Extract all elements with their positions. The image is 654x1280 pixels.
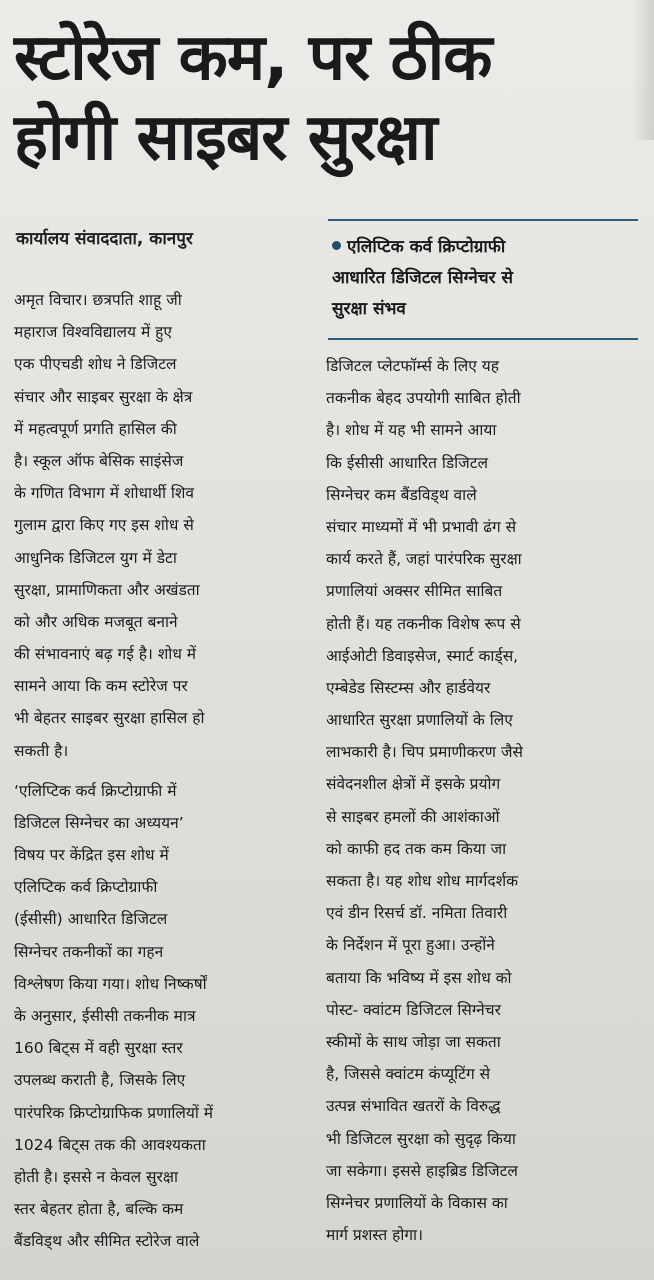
highlight-box — [332, 232, 632, 325]
highlight-line: आधारित डिजिटल सिग्नेचर से — [332, 268, 513, 288]
byline: कार्यालय संवाददाता, कानपुर — [16, 229, 193, 249]
text-line: एक पीएचडी शोध ने डिजिटल — [14, 355, 177, 374]
text-line: पारंपरिक क्रिप्टोग्राफिक प्रणालियों में — [14, 1103, 214, 1122]
highlight-bottom-rule — [328, 338, 638, 340]
text-line: संचार माध्यमों में भी प्रभावी ढंग से — [326, 517, 517, 536]
text-line: जा सकेगा। इससे हाइब्रिड डिजिटल — [326, 1161, 518, 1180]
text-line: महाराज विश्वविद्यालय में हुए — [14, 323, 172, 342]
left-column — [14, 284, 310, 1257]
text-line: है। शोध में यह भी सामने आया — [326, 421, 497, 440]
bullet-icon — [332, 241, 341, 250]
text-line: सिग्नेचर तकनीकों का गहन — [14, 942, 164, 961]
text-line: एवं डीन रिसर्च डॉ. नमिता तिवारी — [326, 904, 508, 923]
right-column — [326, 350, 632, 1251]
text-line: आईओटी डिवाइसेज, स्मार्ट कार्ड्स, — [326, 646, 519, 665]
text-line: एम्बेडेड सिस्टम्स और हार्डवेयर — [326, 678, 491, 697]
adjacent-page-edge — [632, 0, 654, 140]
text-line: के गणित विभाग में शोधार्थी शिव — [14, 484, 195, 503]
text-line: ‘एलिप्टिक कर्व क्रिप्टोग्राफी में — [14, 781, 177, 800]
text-line: संवेदनशील क्षेत्रों में इसके प्रयोग — [326, 775, 501, 794]
text-line: विषय पर केंद्रित इस शोध में — [14, 846, 169, 864]
text-line: आधुनिक डिजिटल युग में डेटा — [14, 548, 177, 567]
text-line: आधारित सुरक्षा प्रणालियों के लिए — [326, 711, 513, 730]
text-line: तकनीक बेहद उपयोगी साबित होती — [326, 389, 521, 408]
text-line: सामने आया कि कम स्टोरेज पर — [14, 677, 188, 696]
text-line: सिग्नेचर कम बैंडविड्थ वाले — [326, 485, 477, 504]
text-line: डिजिटल सिग्नेचर का अध्ययन’ — [14, 813, 184, 832]
text-line: होती है। इससे न केवल सुरक्षा — [14, 1167, 178, 1186]
text-line: के अनुसार, ईसीसी तकनीक मात्र — [14, 1006, 196, 1025]
text-line: एलिप्टिक कर्व क्रिप्टोग्राफी — [14, 878, 158, 897]
text-line: होती हैं। यह तकनीक विशेष रूप से — [326, 614, 521, 633]
headline — [14, 18, 634, 178]
text-line: को और अधिक मजबूत बनाने — [14, 612, 178, 631]
text-line: स्तर बेहतर होता है, बल्कि कम — [14, 1200, 184, 1219]
text-line: बैंडविड्थ और सीमित स्टोरेज वाले — [14, 1232, 200, 1251]
text-line: मार्ग प्रशस्त होगा। — [326, 1226, 423, 1245]
headline-line: होगी साइबर सुरक्षा — [14, 101, 437, 175]
text-line: गुलाम द्वारा किए गए इस शोध से — [14, 516, 194, 535]
highlight-top-rule — [328, 219, 638, 221]
text-line: कार्य करते हैं, जहां पारंपरिक सुरक्षा — [326, 550, 522, 569]
headline-line: स्टोरेज कम, पर ठीक — [14, 21, 492, 95]
text-line: डिजिटल प्लेटफॉर्म्स के लिए यह — [326, 357, 499, 375]
text-line: में महत्वपूर्ण प्रगति हासिल की — [14, 419, 177, 438]
text-line: बताया कि भविष्य में इस शोध को — [326, 968, 512, 987]
text-line: की संभावनाएं बढ़ गई है। शोध में — [14, 645, 197, 664]
text-line: के निर्देशन में पूरा हुआ। उन्होंने — [326, 936, 495, 955]
text-line: को काफी हद तक कम किया जा — [326, 839, 507, 858]
text-line: लाभकारी है। चिप प्रमाणीकरण जैसे — [326, 743, 523, 762]
text-line: उपलब्ध कराती है, जिसके लिए — [14, 1071, 186, 1090]
text-line: विश्लेषण किया गया। शोध निष्कर्षों — [14, 974, 207, 993]
text-line: से साइबर हमलों की आशंकाओं — [326, 807, 500, 826]
text-line: है। स्कूल ऑफ बेसिक साइंसेज — [14, 451, 184, 470]
text-line: 1024 बिट्स तक की आवश्यकता — [14, 1135, 206, 1154]
text-line: स्कीमों के साथ जोड़ा जा सकता — [326, 1032, 501, 1051]
text-line: भी बेहतर साइबर सुरक्षा हासिल हो — [14, 709, 205, 728]
text-line: सकता है। यह शोध शोध मार्गदर्शक — [326, 872, 519, 890]
text-line: सुरक्षा, प्रामाणिकता और अखंडता — [14, 580, 200, 599]
text-line: कि ईसीसी आधारित डिजिटल — [326, 453, 489, 472]
text-line: भी डिजिटल सुरक्षा को सुदृढ़ किया — [326, 1129, 516, 1148]
text-line: सिग्नेचर प्रणालियों के विकास का — [326, 1193, 508, 1212]
text-line: अमृत विचार। छत्रपति शाहू जी — [14, 291, 182, 309]
text-line: है, जिससे क्वांटम कंप्यूटिंग से — [326, 1065, 491, 1084]
text-line: (ईसीसी) आधारित डिजिटल — [14, 910, 168, 929]
highlight-line — [332, 232, 632, 263]
highlight-line: सुरक्षा संभव — [332, 299, 406, 319]
text-line: पोस्ट- क्वांटम डिजिटल सिग्नेचर — [326, 1000, 501, 1019]
highlight-text: एलिप्टिक कर्व क्रिप्टोग्राफी — [347, 237, 506, 257]
text-line: सकती है। — [14, 741, 69, 760]
text-line: 160 बिट्स में वही सुरक्षा स्तर — [14, 1039, 183, 1058]
text-line: संचार और साइबर सुरक्षा के क्षेत्र — [14, 387, 193, 406]
text-line: उत्पन्न संभावित खतरों के विरुद्ध — [326, 1097, 501, 1116]
text-line: प्रणालियां अक्सर सीमित साबित — [326, 582, 503, 601]
